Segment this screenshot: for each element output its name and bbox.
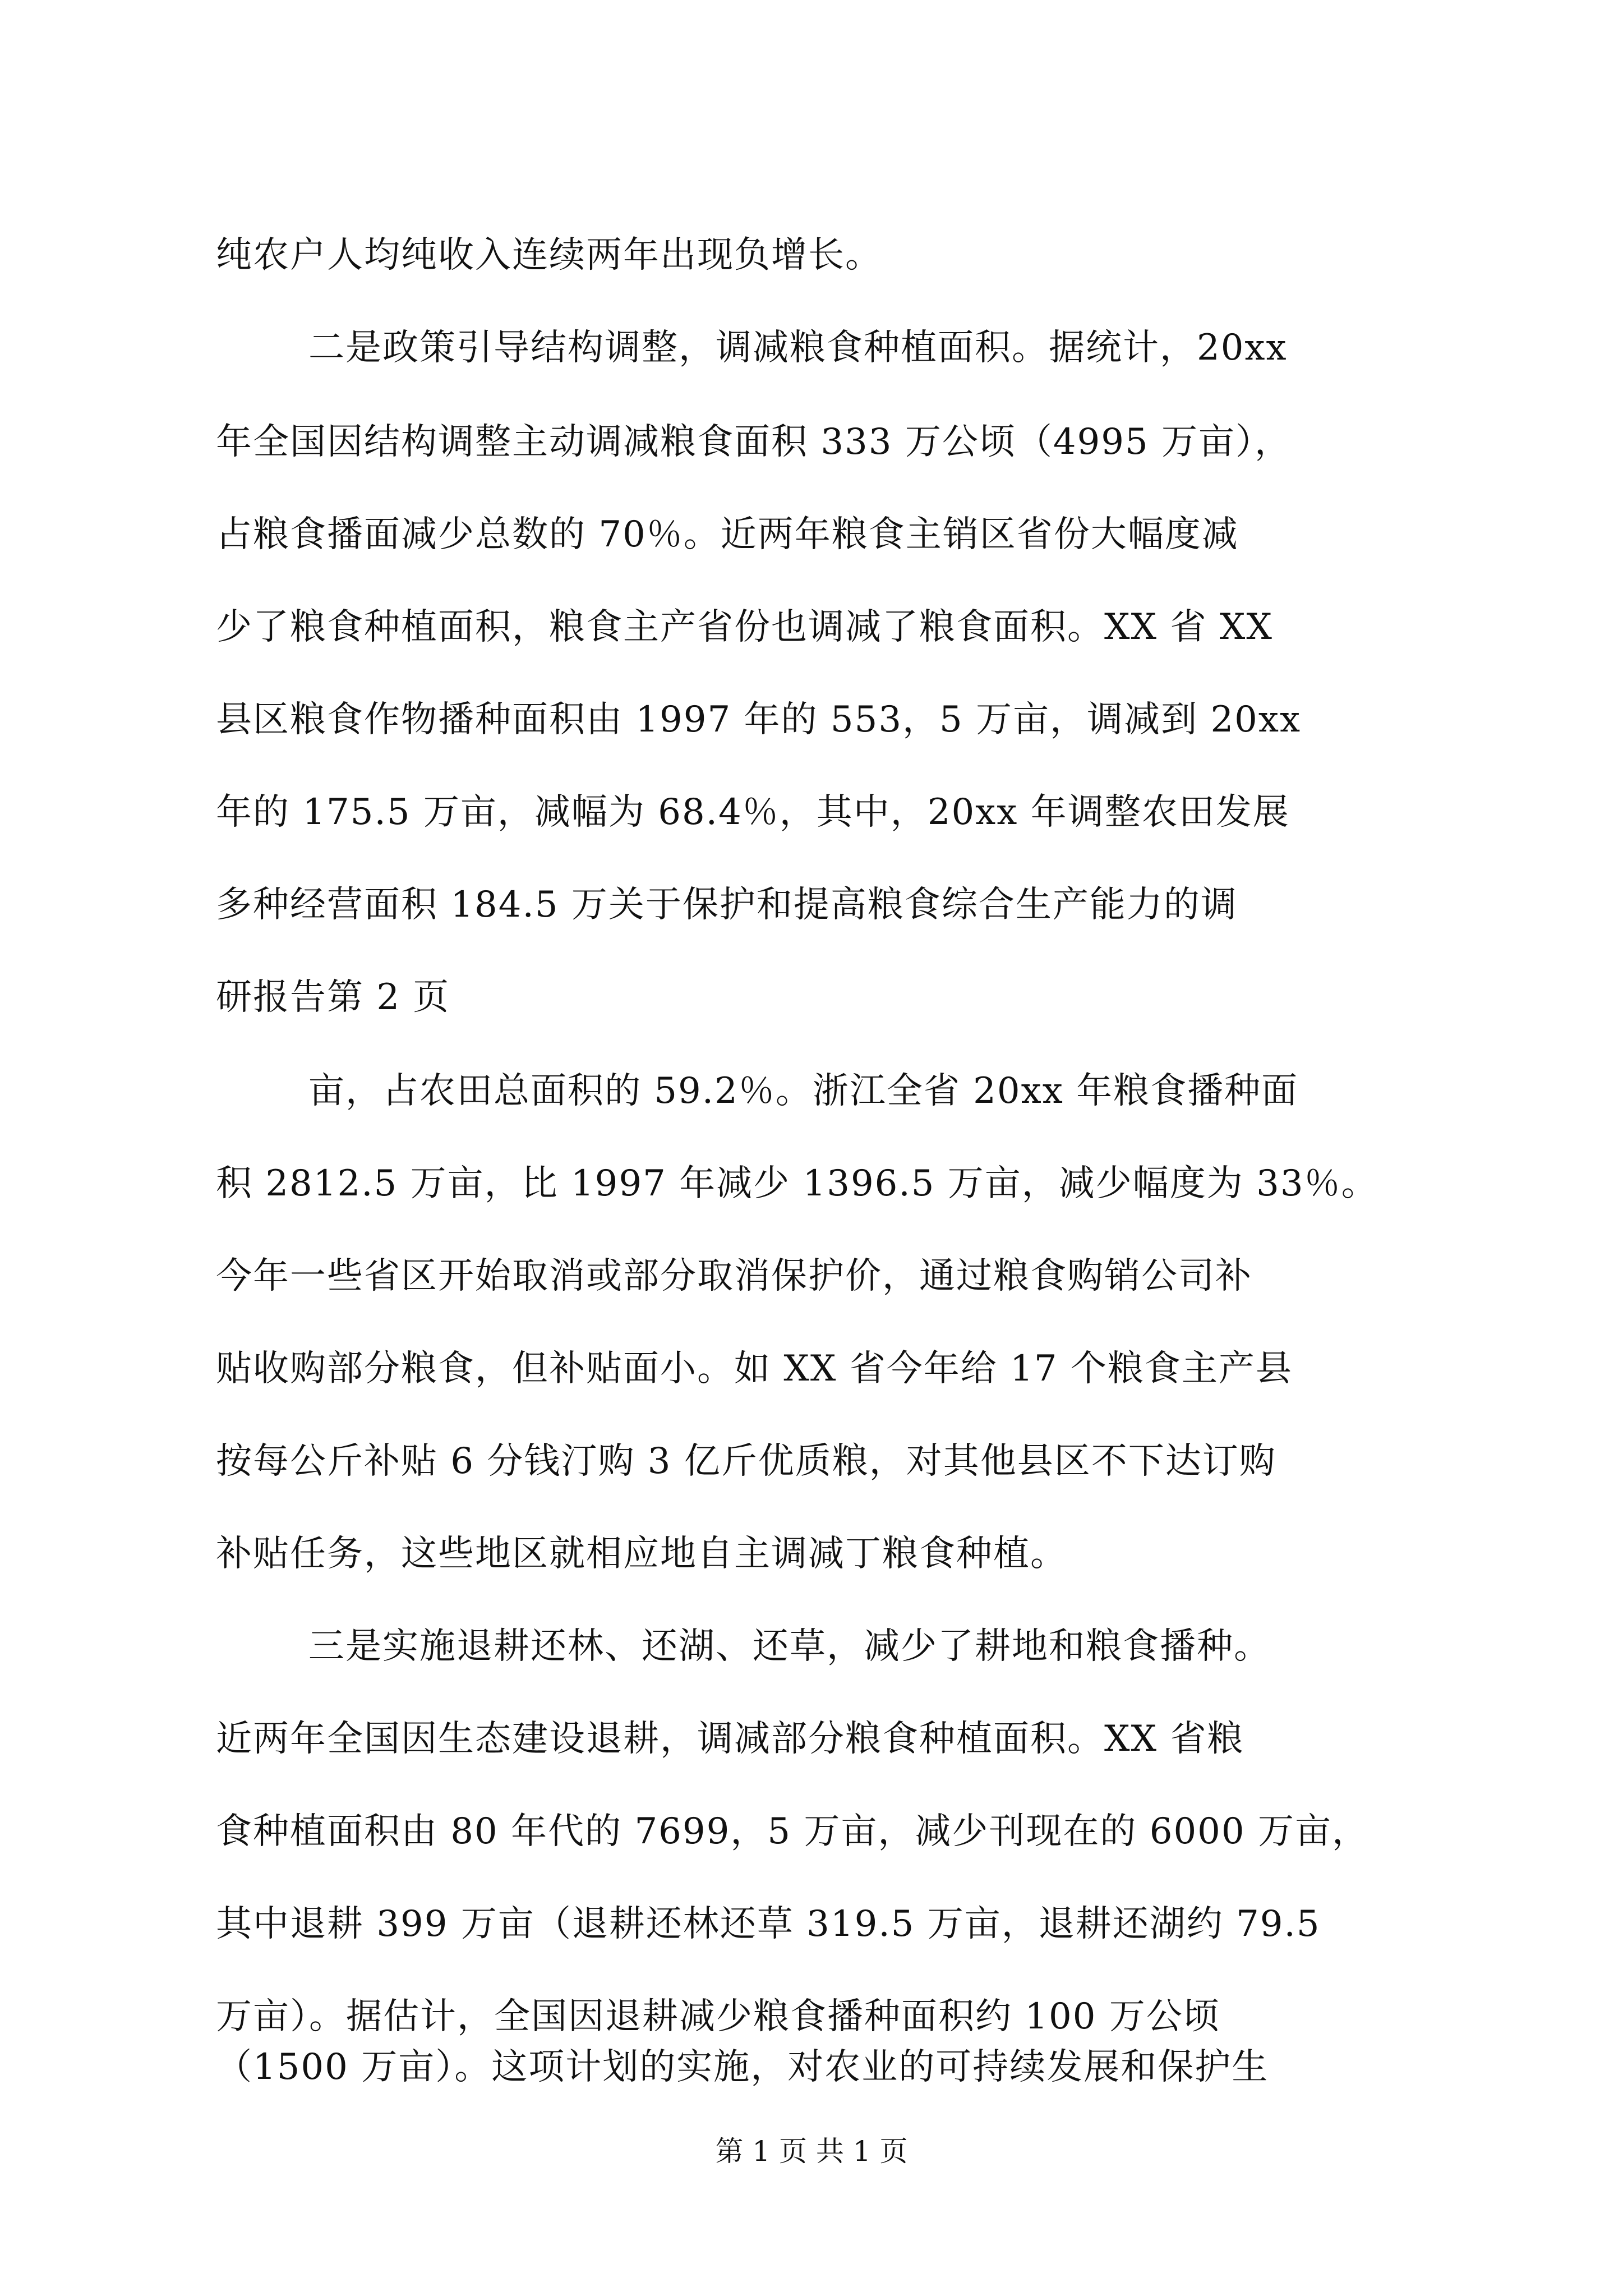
- text-line: （1500 万亩）。这项计划的实施，对农业的可持续发展和保护生: [216, 2046, 1269, 2088]
- text-line: 今年一些省区开始取消或部分取消保护价，通过粮食购销公司补: [216, 1255, 1252, 1297]
- text-line: 纯农户人均纯收入连续两年出现负增长。: [216, 234, 882, 276]
- text-line: 贴收购部分粮食，但补贴面小。如 XX 省今年给 17 个粮食主产县: [216, 1348, 1293, 1389]
- text-line: 年的 175.5 万亩，减幅为 68.4％，其中，20xx 年调整农田发展: [216, 792, 1290, 833]
- text-line: 县区粮食作物播种面积由 1997 年的 553，5 万亩，调减到 20xx: [216, 699, 1302, 740]
- text-line: 按每公斤补贴 6 分钱汀购 3 亿斤优质粮，对其他县区不下达订购: [216, 1441, 1276, 1482]
- text-line: 研报告第 2 页: [216, 977, 450, 1018]
- text-line: 食种植面积由 80 年代的 7699，5 万亩，减少刊现在的 6000 万亩，: [216, 1811, 1369, 1852]
- text-line: 积 2812.5 万亩，比 1997 年减少 1396.5 万亩，减少幅度为 33％。: [216, 1163, 1378, 1204]
- page-footer: 第 1 页 共 1 页: [715, 2135, 908, 2168]
- text-line: 年全国因结构调整主动调减粮食面积 333 万公顷（4995 万亩），: [216, 421, 1292, 463]
- text-line: 近两年全国因生态建设退耕，调减部分粮食种植面积。XX 省粮: [216, 1718, 1244, 1760]
- text-line: 三是实施退耕还林、还湖、还草，减少了耕地和粮食播种。: [308, 1626, 1271, 1667]
- text-line: 二是政策引导结构调整，调减粮食种植面积。据统计，20xx: [308, 327, 1288, 369]
- text-line: 多种经营面积 184.5 万关于保护和提高粮食综合生产能力的调: [216, 884, 1238, 926]
- text-line: 万亩）。据估计，全国因退耕减少粮食播种面积约 100 万公顷: [216, 1996, 1220, 2037]
- text-line: 少了粮食种植面积，粮食主产省份也调减了粮食面积。XX 省 XX: [216, 606, 1273, 648]
- text-line: 亩，占农田总面积的 59.2％。浙江全省 20xx 年粮食播种面: [308, 1070, 1299, 1112]
- text-line: 补贴任务，这些地区就相应地自主调减丁粮食种植。: [216, 1533, 1067, 1575]
- text-line: 其中退耕 399 万亩（退耕还林还草 319.5 万亩，退耕还湖约 79.5: [216, 1903, 1321, 1945]
- text-line: 占粮食播面减少总数的 70％。近两年粮食主销区省份大幅度减: [216, 514, 1239, 555]
